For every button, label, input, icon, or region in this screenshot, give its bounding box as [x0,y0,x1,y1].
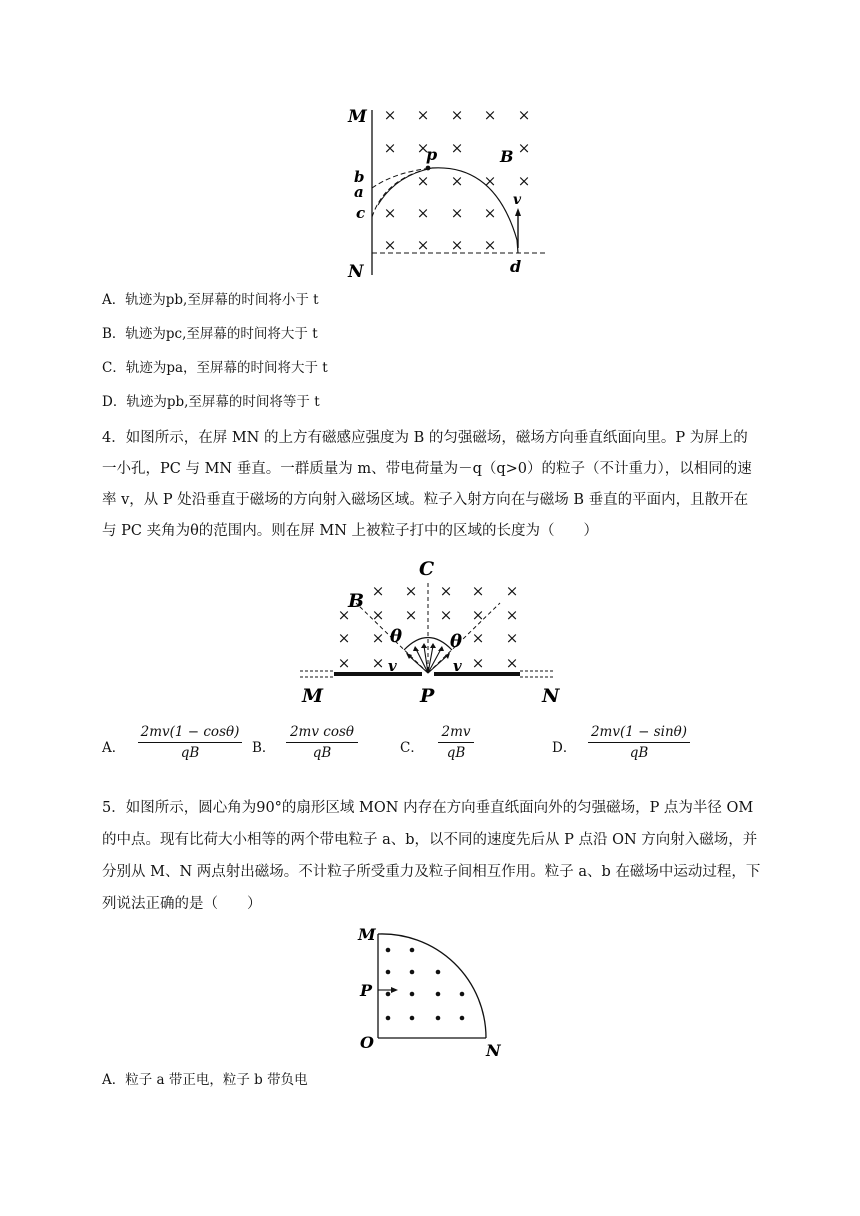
field-dot-mark [436,970,441,975]
field-dot-mark [410,1016,415,1021]
field-cross-mark: × [517,106,531,124]
field-cross-mark: × [416,106,430,124]
label-theta-right: θ [450,631,463,652]
field-cross-mark: × [337,629,351,647]
field-cross-mark: × [471,654,485,672]
field-cross-mark: × [483,172,497,190]
field-cross-mark: × [505,629,519,647]
label-b: b [354,168,365,186]
field-cross-mark: × [450,172,464,190]
field-dot-mark [386,970,391,975]
field-cross-mark: × [483,106,497,124]
q4-option-d-formula: 2mv(1 − sinθ) qB [588,722,690,763]
q5-question-text: 5．如图所示，圆心角为90°的扇形区域 MON 内存在方向垂直纸面向外的匀强磁场，P 点为半径 OM 的中点。现有比荷大小相等的两个带电粒子 a、b，以不同的速度先后从 P 点沿 ON 方向射入磁场，并分别从 M、N 两点射出磁场。不计粒子所受重力及粒子间相互作用。粒子 a、b 在磁场中运动过程，下列说法正确的是（ ） [102,800,761,912]
field-cross-mark: × [416,204,430,222]
field-dot-mark [460,992,465,997]
field-cross-mark: × [439,582,453,600]
field-dot-mark [436,1016,441,1021]
figure-sector-mon [354,920,504,1062]
field-cross-mark: × [337,654,351,672]
field-dot-mark [410,992,415,997]
label-v-right: v [453,657,462,675]
q3-option-b: B．轨迹为pc,至屏幕的时间将大于 t [102,326,318,342]
field-cross-mark: × [439,606,453,624]
label-P-sector: P [360,981,373,1000]
q4-option-a-formula: 2mv(1 − cosθ) qB [138,722,242,763]
label-M-screen: M [302,685,324,707]
q5-option-a: A．粒子 a 带正电，粒子 b 带负电 [102,1072,308,1088]
label-M: M [348,107,367,127]
field-cross-mark: × [471,606,485,624]
figure-screen-mn [296,555,576,707]
label-v-left: v [388,657,397,675]
q4-option-b-formula: 2mv cosθ qB [286,722,358,763]
label-N-sector: N [486,1041,501,1060]
field-cross-mark: × [471,629,485,647]
q3-option-c: C．轨迹为pa，至屏幕的时间将大于 t [102,360,328,376]
field-cross-mark: × [416,139,430,157]
label-M-sector: M [358,925,376,944]
label-N-screen: N [542,685,560,707]
field-cross-mark: × [383,106,397,124]
field-dot-mark [386,992,391,997]
label-c: c [356,204,366,222]
label-d: d [510,257,522,276]
field-cross-mark: × [517,172,531,190]
field-cross-mark: × [383,236,397,254]
field-dot-mark [410,948,415,953]
label-C: C [419,558,435,580]
field-cross-mark: × [371,654,385,672]
field-cross-mark: × [483,204,497,222]
field-cross-mark: × [450,236,464,254]
field-dot-mark [386,948,391,953]
label-B-field: B [348,590,365,612]
q4-option-c-label: C． [400,740,424,756]
q4-option-a-label: A． [102,740,126,756]
q3-option-d: D．轨迹为pb,至屏幕的时间将等于 t [102,394,320,410]
field-cross-mark: × [483,236,497,254]
field-cross-mark: × [416,172,430,190]
field-cross-mark: × [505,582,519,600]
label-p: p [426,145,438,164]
figure-trajectory-screen [340,100,550,280]
label-O-sector: O [360,1033,374,1052]
field-cross-mark: × [383,139,397,157]
field-cross-mark: × [371,629,385,647]
label-B: B [500,147,514,166]
field-cross-mark: × [383,204,397,222]
q3-option-a: A．轨迹为pb,至屏幕的时间将小于 t [102,292,319,308]
q4-option-d-label: D． [552,740,577,756]
field-dot-mark [460,1016,465,1021]
label-N: N [348,262,364,280]
field-dot-mark [386,1016,391,1021]
label-a: a [354,183,364,201]
label-theta-left: θ [390,626,403,647]
field-cross-mark: × [371,606,385,624]
field-cross-mark: × [471,582,485,600]
q4-option-c-formula: 2mv qB [438,722,474,763]
field-cross-mark: × [505,606,519,624]
field-cross-mark: × [337,606,351,624]
field-cross-mark: × [371,582,385,600]
field-cross-mark: × [450,204,464,222]
field-dot-mark [436,992,441,997]
field-cross-mark: × [517,139,531,157]
label-P-hole: P [420,685,435,707]
field-cross-mark: × [450,106,464,124]
field-dot-mark [410,970,415,975]
q4-question-text: 4．如图所示，在屏 MN 的上方有磁感应强度为 B 的匀强磁场，磁场方向垂直纸面向里。P 为屏上的一小孔，PC 与 MN 垂直。一群质量为 m、带电荷量为－q（q>0）的粒子（不计重力），以相同的速率 v，从 P 处沿垂直于磁场的方向射入磁场区域。粒子入射方向在与磁场 B 垂直的平面内，且散开在与 PC 夹角为θ的范围内。则在屏 MN 上被粒子打中的区域的长度为（ ） [102,430,752,539]
label-v: v [513,192,522,208]
q4-option-b-label: B． [252,740,276,756]
field-cross-mark: × [416,236,430,254]
field-cross-mark: × [505,654,519,672]
field-cross-mark: × [404,582,418,600]
field-cross-mark: × [450,139,464,157]
field-cross-mark: × [404,606,418,624]
